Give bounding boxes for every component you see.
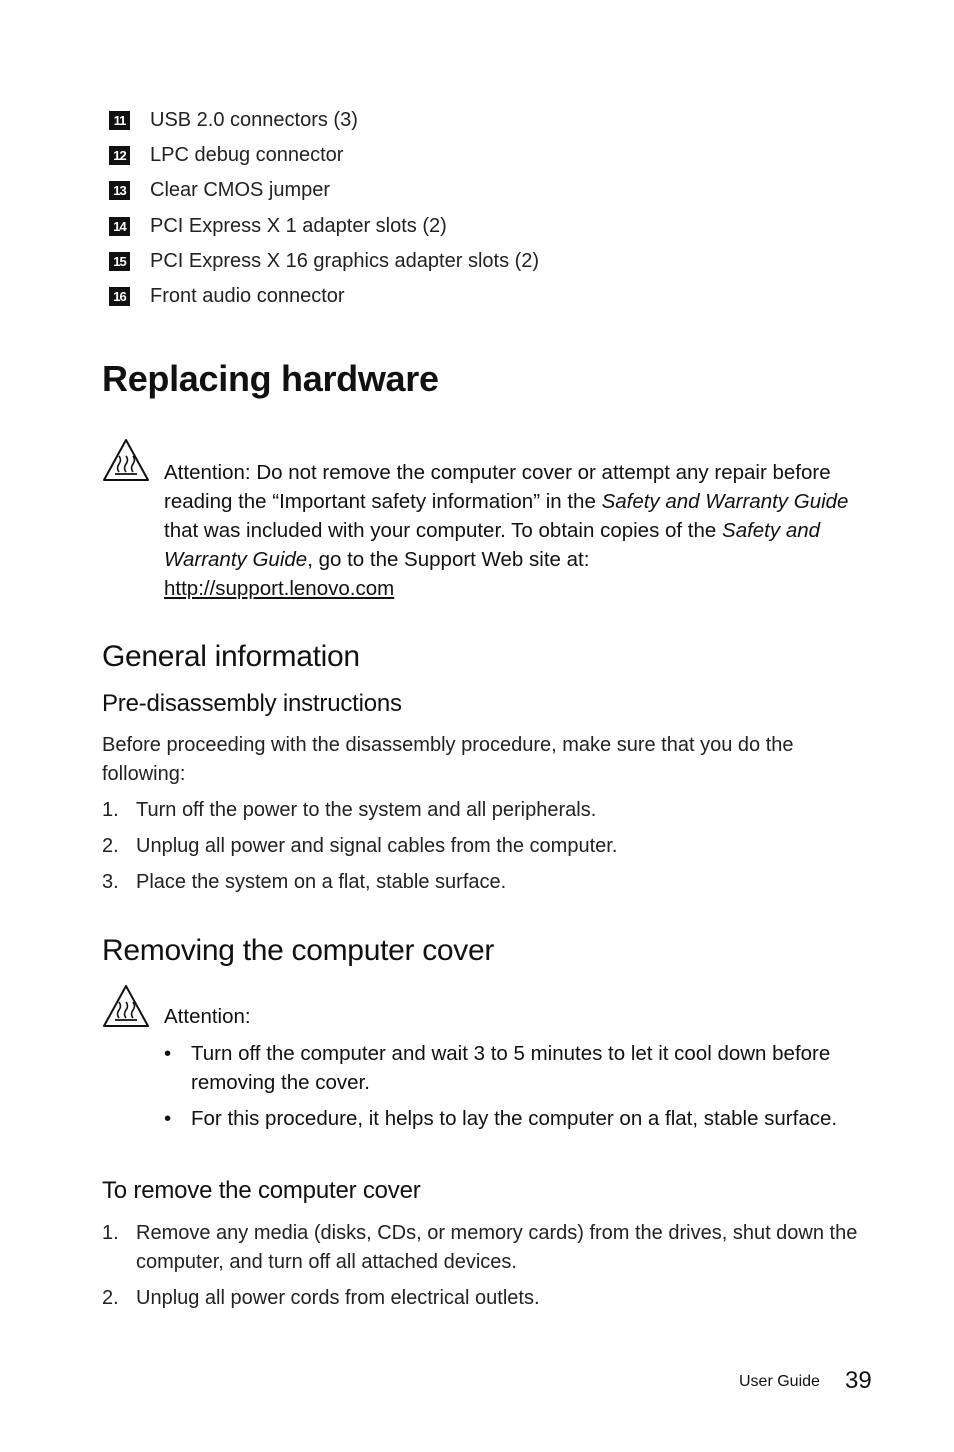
bullet-text: Turn off the computer and wait 3 to 5 minutes to let it cool down before removing the cover. — [191, 1042, 831, 1094]
step-text: Remove any media (disks, CDs, or memory cards) from the drives, shut down the computer, and turn off all attached devices. — [136, 1222, 858, 1273]
callout-label: Front audio connector — [150, 284, 345, 307]
remove-cover-subheading: To remove the computer cover — [102, 1177, 421, 1204]
callout-item — [109, 248, 539, 274]
callout-item — [109, 142, 343, 168]
callout-label: Clear CMOS jumper — [150, 178, 331, 201]
step-text: Turn off the power to the system and all peripherals. — [136, 799, 597, 821]
attention-note — [164, 458, 864, 603]
callout-item — [109, 177, 330, 203]
callout-number: 15 — [109, 252, 130, 271]
guide-title: Safety and Warranty Guide — [601, 490, 849, 513]
bullet-glyph: • — [164, 1107, 172, 1130]
callout-label: USB 2.0 connectors (3) — [150, 108, 358, 131]
step-number: 1. — [102, 799, 119, 821]
page-number: 39 — [845, 1367, 872, 1394]
removing-cover-heading: Removing the computer cover — [102, 934, 495, 967]
step-text: Place the system on a flat, stable surface. — [136, 871, 507, 893]
callout-number: 16 — [109, 287, 130, 306]
step-text: Unplug all power cords from electrical outlets. — [136, 1287, 540, 1309]
hot-surface-warning-icon — [102, 984, 150, 1028]
callout-number: 13 — [109, 181, 130, 200]
attention-label: Attention: — [164, 1005, 251, 1028]
pre-disassembly-heading: Pre-disassembly instructions — [102, 690, 402, 717]
attention-text: Do not remove the computer cover or attempt any repair before reading the “Important safety information” in the — [164, 461, 831, 513]
attention-text: , go to the Support Web site at: — [307, 548, 590, 571]
callout-label: PCI Express X 16 graphics adapter slots (2) — [150, 249, 540, 272]
intro-paragraph: Before proceeding with the disassembly procedure, make sure that you do the following: — [102, 734, 794, 785]
callout-item — [109, 213, 447, 239]
step-number: 2. — [102, 1287, 119, 1309]
support-link[interactable]: http://support.lenovo.com — [164, 577, 395, 600]
callout-number: 11 — [109, 111, 130, 130]
page-title: Replacing hardware — [102, 358, 439, 399]
callout-item — [109, 283, 345, 309]
callout-number: 12 — [109, 146, 130, 165]
general-information-heading: General information — [102, 640, 360, 673]
callout-number: 14 — [109, 217, 130, 236]
callout-label: LPC debug connector — [150, 143, 344, 166]
bullet-text: For this procedure, it helps to lay the computer on a flat, stable surface. — [191, 1107, 838, 1130]
guide-title: Safety and Warranty Guide — [164, 519, 821, 571]
bullet-glyph: • — [164, 1042, 172, 1065]
step-number: 3. — [102, 871, 119, 893]
callout-item — [109, 107, 358, 133]
attention-text: that was included with your computer. To obtain copies of the — [164, 519, 723, 542]
step-number: 2. — [102, 835, 119, 857]
step-text: Unplug all power and signal cables from the computer. — [136, 835, 618, 857]
footer-label: User Guide — [739, 1373, 820, 1390]
callout-label: PCI Express X 1 adapter slots (2) — [150, 214, 447, 237]
step-number: 1. — [102, 1222, 119, 1244]
hot-surface-warning-icon — [102, 438, 150, 482]
attention-label: Attention: — [164, 461, 251, 484]
